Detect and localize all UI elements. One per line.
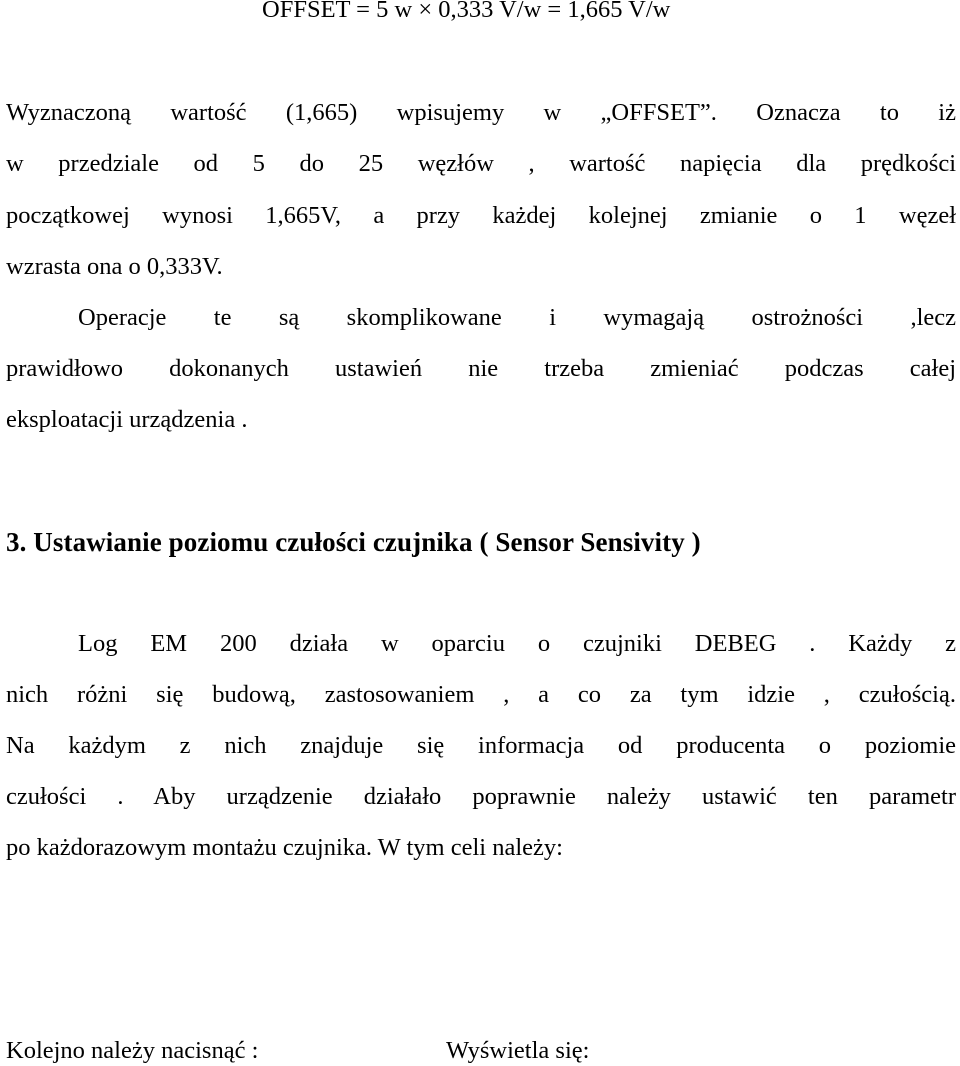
paragraph-line: czułości . Aby urządzenie działało poprawnie należy ustawić ten parametr [6, 783, 956, 810]
paragraph-line: Na każdym z nich znajduje się informacja od producenta o poziomie [6, 732, 956, 759]
paragraph-line: początkowej wynosi 1,665V, a przy każdej kolejnej zmianie o 1 węzeł [6, 202, 956, 229]
paragraph-line: Log EM 200 działa w oparciu o czujniki DEBEG . Każdy z [78, 630, 956, 657]
paragraph-line: Wyznaczoną wartość (1,665) wpisujemy w „OFFSET”. Oznacza to iż [6, 99, 956, 126]
paragraph-line: eksploatacji urządzenia . [6, 406, 248, 433]
paragraph-line: wzrasta ona o 0,333V. [6, 253, 223, 280]
paragraph-line: prawidłowo dokonanych ustawień nie trzeba zmieniać podczas całej [6, 355, 956, 382]
paragraph-line: po każdorazowym montażu czujnika. W tym celi należy: [6, 834, 563, 861]
paragraph-line: Operacje te są skomplikowane i wymagają ostrożności ,lecz [78, 304, 956, 331]
paragraph-line: nich różni się budową, zastosowaniem , a co za tym idzie , czułością. [6, 681, 956, 708]
section-heading: 3. Ustawianie poziomu czułości czujnika ( Sensor Sensivity ) [6, 527, 701, 557]
press-sequence-label: Kolejno należy nacisnąć : [6, 1037, 259, 1064]
offset-formula: OFFSET = 5 w × 0,333 V/w = 1,665 V/w [262, 0, 671, 23]
display-label: Wyświetla się: [446, 1037, 590, 1064]
paragraph-line: w przedziale od 5 do 25 węzłów , wartość napięcia dla prędkości [6, 150, 956, 177]
